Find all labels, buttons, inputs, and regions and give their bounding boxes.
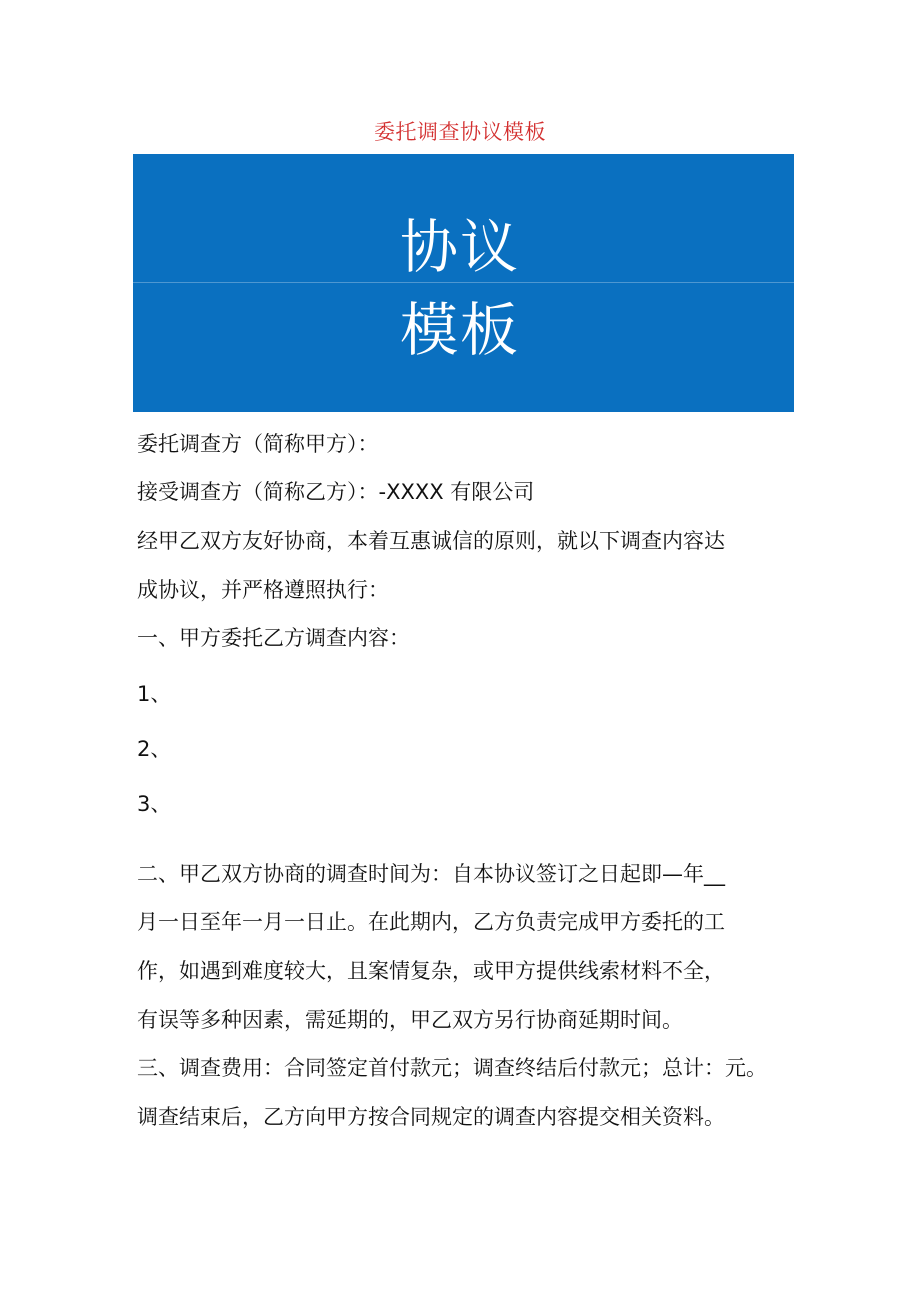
section-3-line-2: 调查结束后，乙方向甲方按合同规定的调查内容提交相关资料。 xyxy=(137,1105,725,1129)
list-item-2: 2、 xyxy=(137,737,172,761)
client-party-line: 委托调查方（简称甲方）： xyxy=(137,432,379,456)
investigator-party-line: 接受调查方（简称乙方）：-XXXX 有限公司 xyxy=(137,480,535,504)
list-item-1: 1、 xyxy=(137,682,172,706)
banner-title-line-1: 协议 xyxy=(399,213,520,281)
title-banner xyxy=(133,154,794,412)
intro-paragraph-line-2: 成协议，并严格遵照执行： xyxy=(137,578,389,602)
page-header-title: 委托调查协议模板 xyxy=(374,120,546,144)
banner-title-line-2: 模板 xyxy=(399,296,520,364)
section-2-line-4: 有误等多种因素，需延期的，甲乙双方另行协商延期时间。 xyxy=(137,1008,683,1032)
section-2-line-3: 作，如遇到难度较大，且案情复杂，或甲方提供线索材料不全， xyxy=(137,959,725,983)
banner-divider xyxy=(133,282,794,283)
section-2-line-1: 二、甲乙双方协商的调查时间为：自本协议签订之日起即—年__ xyxy=(137,862,725,886)
intro-paragraph-line-1: 经甲乙双方友好协商，本着互惠诚信的原则，就以下调查内容达 xyxy=(137,529,725,553)
section-2-line-2: 月一日至年一月一日止。在此期内，乙方负责完成甲方委托的工 xyxy=(137,910,725,934)
list-item-3: 3、 xyxy=(137,792,172,816)
section-1-heading: 一、甲方委托乙方调查内容： xyxy=(137,626,410,650)
section-3-line-1: 三、调查费用：合同签定首付款元；调查终结后付款元；总计：元。 xyxy=(137,1056,767,1080)
